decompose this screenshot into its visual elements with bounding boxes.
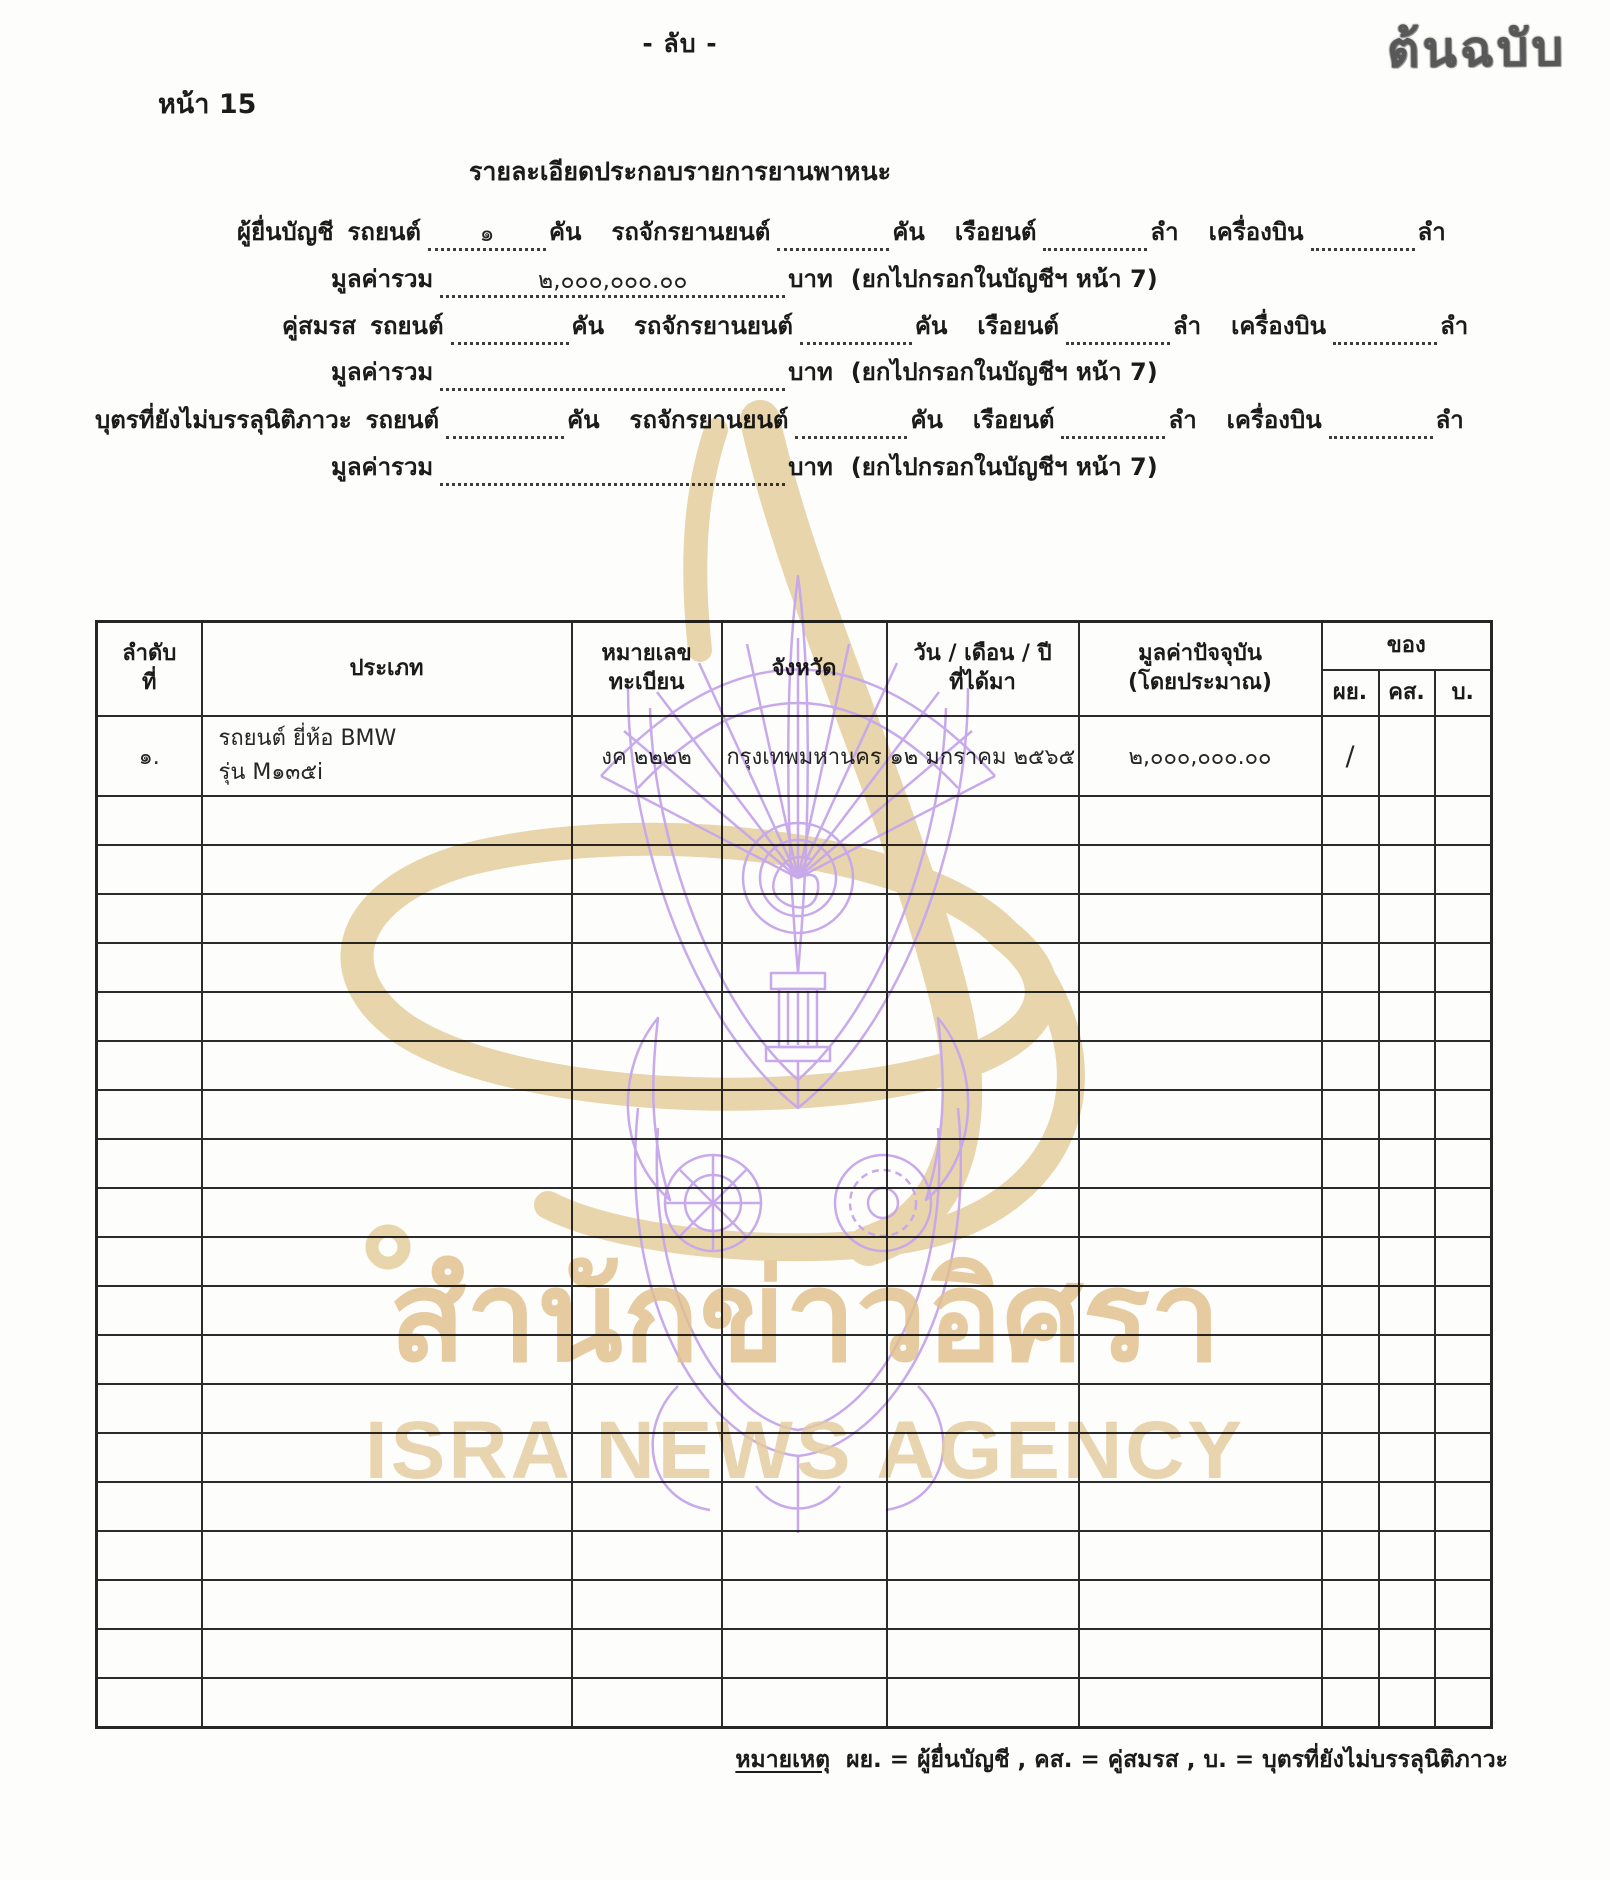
total-label: มูลค่ารวม: [331, 358, 434, 386]
cell-owner-child-mark: [1435, 716, 1492, 796]
owner-label: ผู้ยื่นบัญชี: [237, 218, 334, 246]
header-no: ลำดับ ที่: [97, 622, 202, 717]
watermark-thai-text: สำนักข่าวอิศรา: [389, 1243, 1221, 1390]
cell-owner-declarant-mark: /: [1322, 716, 1379, 796]
empty-table-row: [97, 1090, 1492, 1139]
boat-count-field: [1066, 316, 1170, 345]
header-owner-of: ของ: [1322, 622, 1492, 671]
airplane-unit: ลำ: [1435, 406, 1464, 434]
empty-table-row: [97, 796, 1492, 845]
owner-label: คู่สมรส: [282, 312, 357, 340]
form-line-spouse-total: [331, 352, 1158, 391]
form-line-declarant-total: [331, 259, 1158, 298]
car-count-field: [446, 410, 564, 439]
car-unit: คัน: [571, 312, 605, 340]
cell-owner-spouse-mark: [1379, 716, 1435, 796]
airplane-unit: ลำ: [1440, 312, 1469, 340]
cell-current-value: ๒,๐๐๐,๐๐๐.๐๐: [1079, 716, 1322, 796]
header-province: จังหวัด: [722, 622, 887, 717]
car-count-field: [451, 316, 569, 345]
empty-table-row: [97, 1531, 1492, 1580]
page-number: หน้า 15: [158, 89, 257, 120]
boat-count-field: [1043, 222, 1147, 251]
form-line-spouse-counts: [282, 306, 1472, 345]
original-copy-stamp: ต้นฉบับ: [1386, 19, 1567, 79]
cell-no: ๑.: [97, 716, 202, 796]
motorcycle-unit: คัน: [892, 218, 925, 246]
empty-table-row: [97, 1335, 1492, 1384]
cell-registration: งค ๒๒๒๒: [572, 716, 722, 796]
airplane-count-field: [1329, 410, 1433, 439]
car-unit: คัน: [549, 218, 582, 246]
airplane-count-field: [1311, 222, 1415, 251]
vehicle-table: [95, 620, 1493, 1729]
document-title: รายละเอียดประกอบรายการยานพาหนะ: [468, 157, 892, 186]
boat-count-field: [1061, 410, 1165, 439]
car-label: รถยนต์: [370, 312, 444, 340]
empty-table-row: [97, 1041, 1492, 1090]
vehicle-table-header: [97, 622, 1492, 717]
empty-table-row: [97, 1188, 1492, 1237]
motorcycle-unit: คัน: [910, 406, 943, 434]
motorcycle-label: รถจักรยานยนต์: [634, 312, 793, 340]
boat-unit: ลำ: [1172, 312, 1202, 340]
empty-table-row: [97, 1678, 1492, 1727]
carry-note: (ยกไปกรอกในบัญชีฯ หน้า 7): [850, 453, 1158, 481]
form-line-declarant-counts: [237, 212, 1450, 251]
empty-table-row: [97, 943, 1492, 992]
footnote-text: ผย. = ผู้ยื่นบัญชี , คส. = คู่สมรส , บ. = บุตรที่ยังไม่บรรลุนิติภาวะ: [846, 1747, 1508, 1773]
empty-table-row: [97, 1286, 1492, 1335]
baht-unit: บาท: [788, 453, 833, 481]
cell-province: กรุงเทพมหานคร: [722, 716, 887, 796]
boat-unit: ลำ: [1168, 406, 1197, 434]
total-label: มูลค่ารวม: [331, 453, 434, 481]
airplane-unit: ลำ: [1417, 218, 1446, 246]
total-value-field: [440, 457, 785, 486]
form-line-children-total: [331, 447, 1158, 486]
owner-label: บุตรที่ยังไม่บรรลุนิติภาวะ: [95, 406, 352, 434]
header-owner-child: บ.: [1435, 670, 1492, 716]
empty-table-row: [97, 845, 1492, 894]
motorcycle-label: รถจักรยานยนต์: [611, 218, 771, 246]
motorcycle-label: รถจักรยานยนต์: [629, 406, 789, 434]
header-current-value: มูลค่าปัจจุบัน (โดยประมาณ): [1079, 622, 1322, 717]
boat-label: เรือยนต์: [972, 406, 1055, 434]
classification-mark: - ลับ -: [642, 29, 718, 58]
empty-table-row: [97, 1237, 1492, 1286]
car-label: รถยนต์: [365, 406, 440, 434]
vehicle-table-body: [97, 716, 1492, 1727]
airplane-label: เครื่องบิน: [1231, 312, 1327, 340]
car-count-field: ๑: [428, 222, 546, 251]
airplane-label: เครื่องบิน: [1208, 218, 1304, 246]
table-row-vehicle-1: [97, 716, 1492, 796]
footnote: [735, 1742, 1508, 1778]
boat-label: เรือยนต์: [977, 312, 1059, 340]
carry-note: (ยกไปกรอกในบัญชีฯ หน้า 7): [850, 358, 1158, 386]
baht-unit: บาท: [788, 265, 833, 293]
header-owner-spouse: คส.: [1379, 670, 1435, 716]
total-label: มูลค่ารวม: [331, 265, 434, 293]
empty-table-row: [97, 1629, 1492, 1678]
empty-table-row: [97, 1139, 1492, 1188]
header-type: ประเภท: [202, 622, 572, 717]
airplane-label: เครื่องบิน: [1226, 406, 1322, 434]
empty-table-row: [97, 1433, 1492, 1482]
footnote-label: หมายเหตุ: [735, 1747, 831, 1773]
header-registration: หมายเลข ทะเบียน: [572, 622, 722, 717]
empty-table-row: [97, 1580, 1492, 1629]
header-date-acquired: วัน / เดือน / ปี ที่ได้มา: [887, 622, 1079, 717]
header-owner-declarant: ผย.: [1322, 670, 1379, 716]
motorcycle-count-field: [800, 316, 912, 345]
empty-table-row: [97, 992, 1492, 1041]
car-label: รถยนต์: [347, 218, 421, 246]
empty-table-row: [97, 1482, 1492, 1531]
total-value-field: ๒,๐๐๐,๐๐๐.๐๐: [440, 269, 785, 298]
boat-label: เรือยนต์: [954, 218, 1037, 246]
motorcycle-count-field: [795, 410, 907, 439]
car-unit: คัน: [567, 406, 600, 434]
watermark-english-text: ISRA NEWS AGENCY: [364, 1405, 1246, 1496]
empty-table-row: [97, 1384, 1492, 1433]
carry-note: (ยกไปกรอกในบัญชีฯ หน้า 7): [850, 265, 1158, 293]
airplane-count-field: [1333, 316, 1437, 345]
total-value-field: [440, 362, 785, 391]
empty-table-row: [97, 894, 1492, 943]
motorcycle-unit: คัน: [914, 312, 948, 340]
form-line-children-counts: [95, 400, 1468, 439]
baht-unit: บาท: [788, 358, 833, 386]
cell-date-acquired: ๑๒ มกราคม ๒๕๖๕: [887, 716, 1079, 796]
cell-type: รถยนต์ ยี่ห้อ BMW รุ่น M๑๓๕i: [202, 716, 572, 796]
motorcycle-count-field: [777, 222, 889, 251]
boat-unit: ลำ: [1150, 218, 1179, 246]
